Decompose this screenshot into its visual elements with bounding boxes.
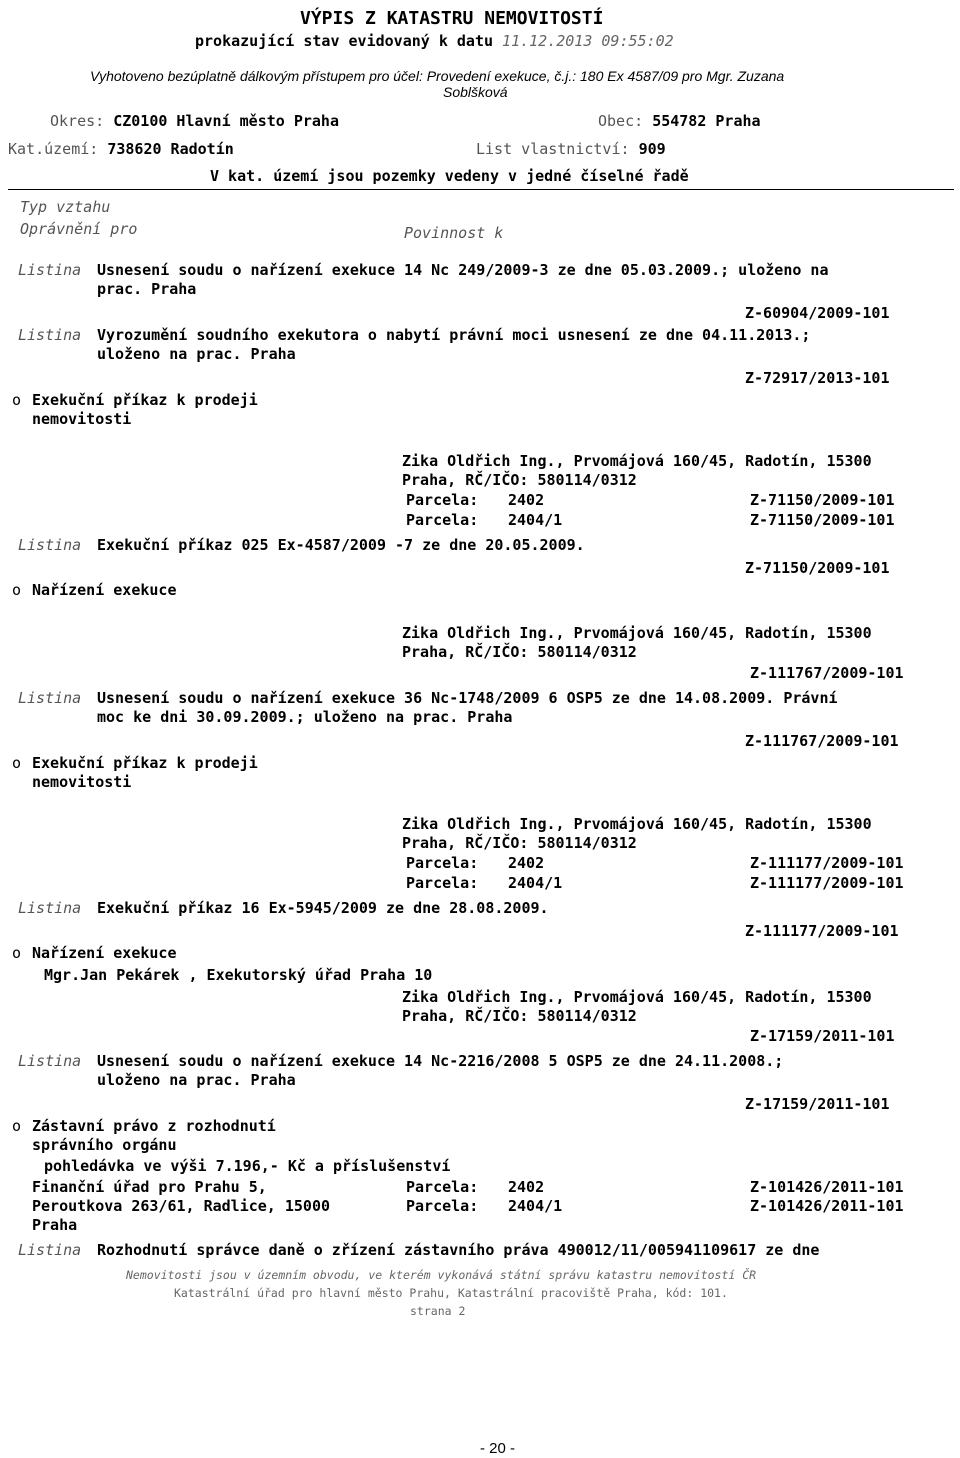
parcela-label: Parcela: [406,491,479,509]
parcela-value: 2404/1 [508,511,563,529]
document-title: VÝPIS Z KATASTRU NEMOVITOSTÍ [300,8,604,29]
entry-title: Exekuční příkaz k prodeji [32,754,258,772]
list-label: List vlastnictví: [476,140,630,158]
povinny-party-id: Praha, RČ/IČO: 580114/0312 [402,471,637,489]
footer-page-label: strana 2 [410,1304,466,1318]
parcela-value: 2404/1 [508,874,563,892]
parcela-value: 2402 [508,854,545,872]
parcela-ref: Z-71150/2009-101 [750,511,895,529]
listina-text-cont: moc ke dni 30.09.2009.; uloženo na prac. Praha [97,708,513,726]
entry-title: Nařízení exekuce [32,581,177,599]
listina-ref: Z-111767/2009-101 [745,732,899,750]
listina-text: Usnesení soudu o nařízení exekuce 14 Nc 249/2009-3 ze dne 05.03.2009.; uloženo na [97,261,829,279]
opravneny-party-city: Praha [32,1216,78,1234]
entry-ref: Z-111767/2009-101 [750,664,904,682]
parcela-ref: Z-71150/2009-101 [750,491,895,509]
listina-text-cont: uloženo na prac. Praha [97,1071,296,1089]
listina-text: Usnesení soudu o nařízení exekuce 36 Nc-1748/2009 6 OSP5 ze dne 14.08.2009. Právní [97,689,838,707]
listina-label: Listina [18,1241,82,1259]
listina-text-cont: uloženo na prac. Praha [97,345,296,363]
entry-title-cont: správního orgánu [32,1136,177,1154]
parcela-label: Parcela: [406,874,479,892]
parcela-ref: Z-111177/2009-101 [750,874,904,892]
parcela-ref: Z-101426/2011-101 [750,1197,904,1215]
okres-value: CZ0100 Hlavní město Praha [113,112,339,130]
purpose-note-line1: Vyhotoveno bezúplatně dálkovým přístupem pro účel: Provedení exekuce, č.j.: 180 Ex 4587/09 pro Mgr. Zuzana [90,68,785,84]
document-subtitle [195,32,674,50]
entry-bullet: o [12,391,22,409]
listina-text-cont: prac. Praha [97,280,197,298]
listina-ref: Z-17159/2011-101 [745,1095,890,1113]
entry-bullet: o [12,581,22,599]
subtitle-prefix: prokazující stav evidovaný k datu [195,32,494,50]
katuzemi-value: 738620 Radotín [107,140,234,158]
listina-label: Listina [18,261,82,279]
purpose-note-line2: Soblšková [443,84,508,100]
parcela-value: 2402 [508,491,545,509]
okres-row [50,112,339,131]
okres-label: Okres: [50,112,105,130]
povinny-party: Zika Oldřich Ing., Prvomájová 160/45, Radotín, 15300 [402,988,872,1006]
listina-text: Exekuční příkaz 025 Ex-4587/2009 -7 ze dne 20.05.2009. [97,536,585,554]
listina-ref: Z-71150/2009-101 [745,559,890,577]
list-value: 909 [638,140,666,158]
kat-uzemi-note: V kat. území jsou pozemky vedeny v jedné číselné řadě [210,167,689,185]
listina-ref: Z-72917/2013-101 [745,369,890,387]
listina-text: Vyrozumění soudního exekutora o nabytí právní moci usnesení ze dne 04.11.2013.; [97,326,811,344]
claim-amount: pohledávka ve výši 7.196,- Kč a příslušenství [44,1157,451,1175]
povinny-party-id: Praha, RČ/IČO: 580114/0312 [402,643,637,661]
header-divider [8,189,954,190]
parcela-ref: Z-111177/2009-101 [750,854,904,872]
parcela-ref: Z-101426/2011-101 [750,1178,904,1196]
povinny-party-id: Praha, RČ/IČO: 580114/0312 [402,1007,637,1025]
obec-value: 554782 Praha [652,112,761,130]
entry-title-cont: nemovitosti [32,410,132,428]
povinny-party: Zika Oldřich Ing., Prvomájová 160/45, Radotín, 15300 [402,452,872,470]
listina-text: Exekuční příkaz 16 Ex-5945/2009 ze dne 28.08.2009. [97,899,549,917]
footer-note-line1: Nemovitosti jsou v územním obvodu, ve kterém vykonává státní správu katastru nemovitostí ČR [126,1268,757,1282]
parcela-value: 2404/1 [508,1197,563,1215]
povinny-party: Zika Oldřich Ing., Prvomájová 160/45, Radotín, 15300 [402,624,872,642]
obec-row [598,112,761,131]
listina-label: Listina [18,689,82,707]
entry-ref: Z-17159/2011-101 [750,1027,895,1045]
page-number: - 20 - [480,1440,516,1457]
obec-label: Obec: [598,112,644,130]
parcela-label: Parcela: [406,1197,479,1215]
entry-title: Zástavní právo z rozhodnutí [32,1117,276,1135]
listina-text: Rozhodnutí správce daně o zřízení zástavního práva 490012/11/005941109617 ze dne [97,1241,820,1259]
listina-ref: Z-111177/2009-101 [745,922,899,940]
col-typ-vztahu: Typ vztahu [20,198,111,216]
opravneny-party: Finanční úřad pro Prahu 5, [32,1178,267,1196]
entry-title: Exekuční příkaz k prodeji [32,391,258,409]
listina-label: Listina [18,899,82,917]
parcela-label: Parcela: [406,511,479,529]
entry-title-cont: nemovitosti [32,773,132,791]
katuzemi-label: Kat.území: [8,140,99,158]
listina-ref: Z-60904/2009-101 [745,304,890,322]
listina-label: Listina [18,536,82,554]
footer-note-line2: Katastrální úřad pro hlavní město Prahu, Katastrální pracoviště Praha, kód: 101. [174,1286,728,1300]
listina-text: Usnesení soudu o nařízení exekuce 14 Nc-2216/2008 5 OSP5 ze dne 24.11.2008.; [97,1052,784,1070]
listina-label: Listina [18,1052,82,1070]
parcela-label: Parcela: [406,1178,479,1196]
col-povinnost-k: Povinnost k [404,224,504,242]
listina-label: Listina [18,326,82,344]
list-vlastnictvi-row [476,140,666,159]
report-timestamp: 11.12.2013 09:55:02 [502,32,674,50]
povinny-party: Zika Oldřich Ing., Prvomájová 160/45, Radotín, 15300 [402,815,872,833]
povinny-party-id: Praha, RČ/IČO: 580114/0312 [402,834,637,852]
parcela-value: 2402 [508,1178,545,1196]
katuzemi-row [8,140,234,159]
entry-title: Nařízení exekuce [32,944,177,962]
col-opravneni-pro: Oprávnění pro [20,220,138,238]
opravneny-party: Mgr.Jan Pekárek , Exekutorský úřad Praha 10 [44,966,433,984]
entry-bullet: o [12,754,22,772]
entry-bullet: o [12,944,22,962]
opravneny-party-address: Peroutkova 263/61, Radlice, 15000 [32,1197,331,1215]
parcela-label: Parcela: [406,854,479,872]
entry-bullet: o [12,1117,22,1135]
